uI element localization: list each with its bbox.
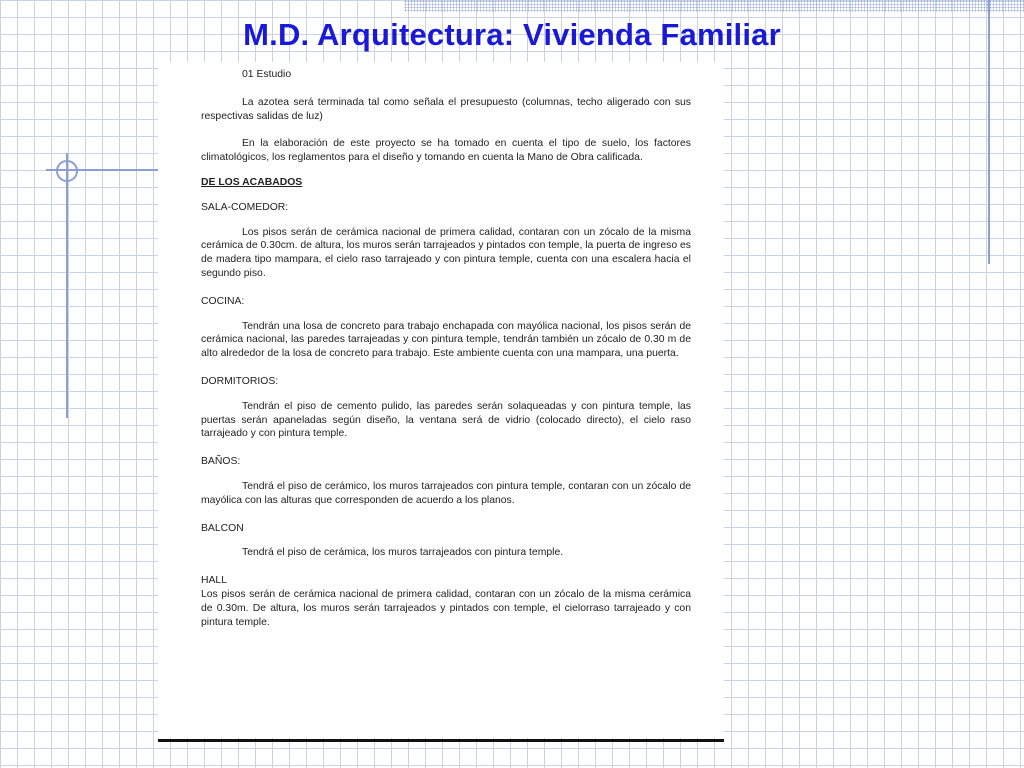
intro-paragraph: La azotea será terminada tal como señala el presupuesto (columnas, techo aligerado con sus respectivas salidas de luz) [201, 96, 691, 122]
slide-title: M.D. Arquitectura: Vivienda Familiar [243, 17, 781, 52]
room-heading-banos: BAÑOS: [201, 456, 241, 468]
room-description-banos: Tendrá el piso de cerámico, los muros tarrajeados con pintura temple, contaran con un zócalo de mayólica con las alturas que corresponden de acuerdo a los planos. [201, 480, 691, 506]
room-heading-dormitorios: DORMITORIOS: [201, 375, 279, 387]
document-bottom-rule [158, 739, 724, 742]
decorative-dither-band [404, 0, 1024, 12]
document-body [201, 68, 691, 629]
room-heading-balcon: BALCON [201, 522, 244, 534]
decorative-left-vertical-line [66, 153, 68, 418]
room-description-cocina: Tendrán una losa de concreto para trabajo enchapada con mayólica nacional, los pisos serán de cerámica nacional, las paredes tarrajeadas y con pintura temple, tendrán también un zócalo de 0.30 m de alto alrededor de la losa de concreto para trabajo. Este ambiente cuenta con una mampara, una puerta. [201, 320, 691, 360]
room-heading-cocina: COCINA: [201, 295, 245, 307]
decorative-circle-icon [56, 160, 78, 182]
room-heading-sala-comedor: SALA-COMEDOR: [201, 201, 289, 213]
intro-paragraph: En la elaboración de este proyecto se ha tomado en cuenta el tipo de suelo, los factores climatológicos, los reglamentos para el diseño y tomando en cuenta la Mano de Obra calificada. [201, 138, 691, 164]
room-description-hall: Los pisos serán de cerámica nacional de primera calidad, contaran con un zócalo de la misma cerámica de 0.30m. De altura, los muros serán tarrajeados y pintados con temple, el cielorraso tarrajeado y con pintura temple. [201, 588, 691, 628]
room-description-balcon: Tendrá el piso de cerámica, los muros tarrajeados con pintura temple. [242, 547, 564, 559]
document-scan [158, 62, 724, 738]
section-label: 01 Estudio [242, 69, 292, 80]
room-description-dormitorios: Tendrán el piso de cemento pulido, las paredes serán solaqueadas y con pintura temple, las puertas serán apaneladas según diseño, la ventana será de vidrio (colocado directo), el cielo raso tarrajeado y con pintura temple. [201, 400, 691, 440]
room-heading-hall: HALL [201, 575, 227, 587]
finishes-heading: DE LOS ACABADOS [201, 176, 303, 188]
room-description-sala-comedor: Los pisos serán de cerámica nacional de primera calidad, contaran con un zócalo de la misma cerámica de 0.30cm. de altura, los muros serán tarrajeados y pintados con temple, la puerta de ingreso es de madera tipo mampara, el cielo raso tarrajeado y con pintura temple, cuenta con una escalera hacia el segundo piso. [201, 226, 691, 279]
